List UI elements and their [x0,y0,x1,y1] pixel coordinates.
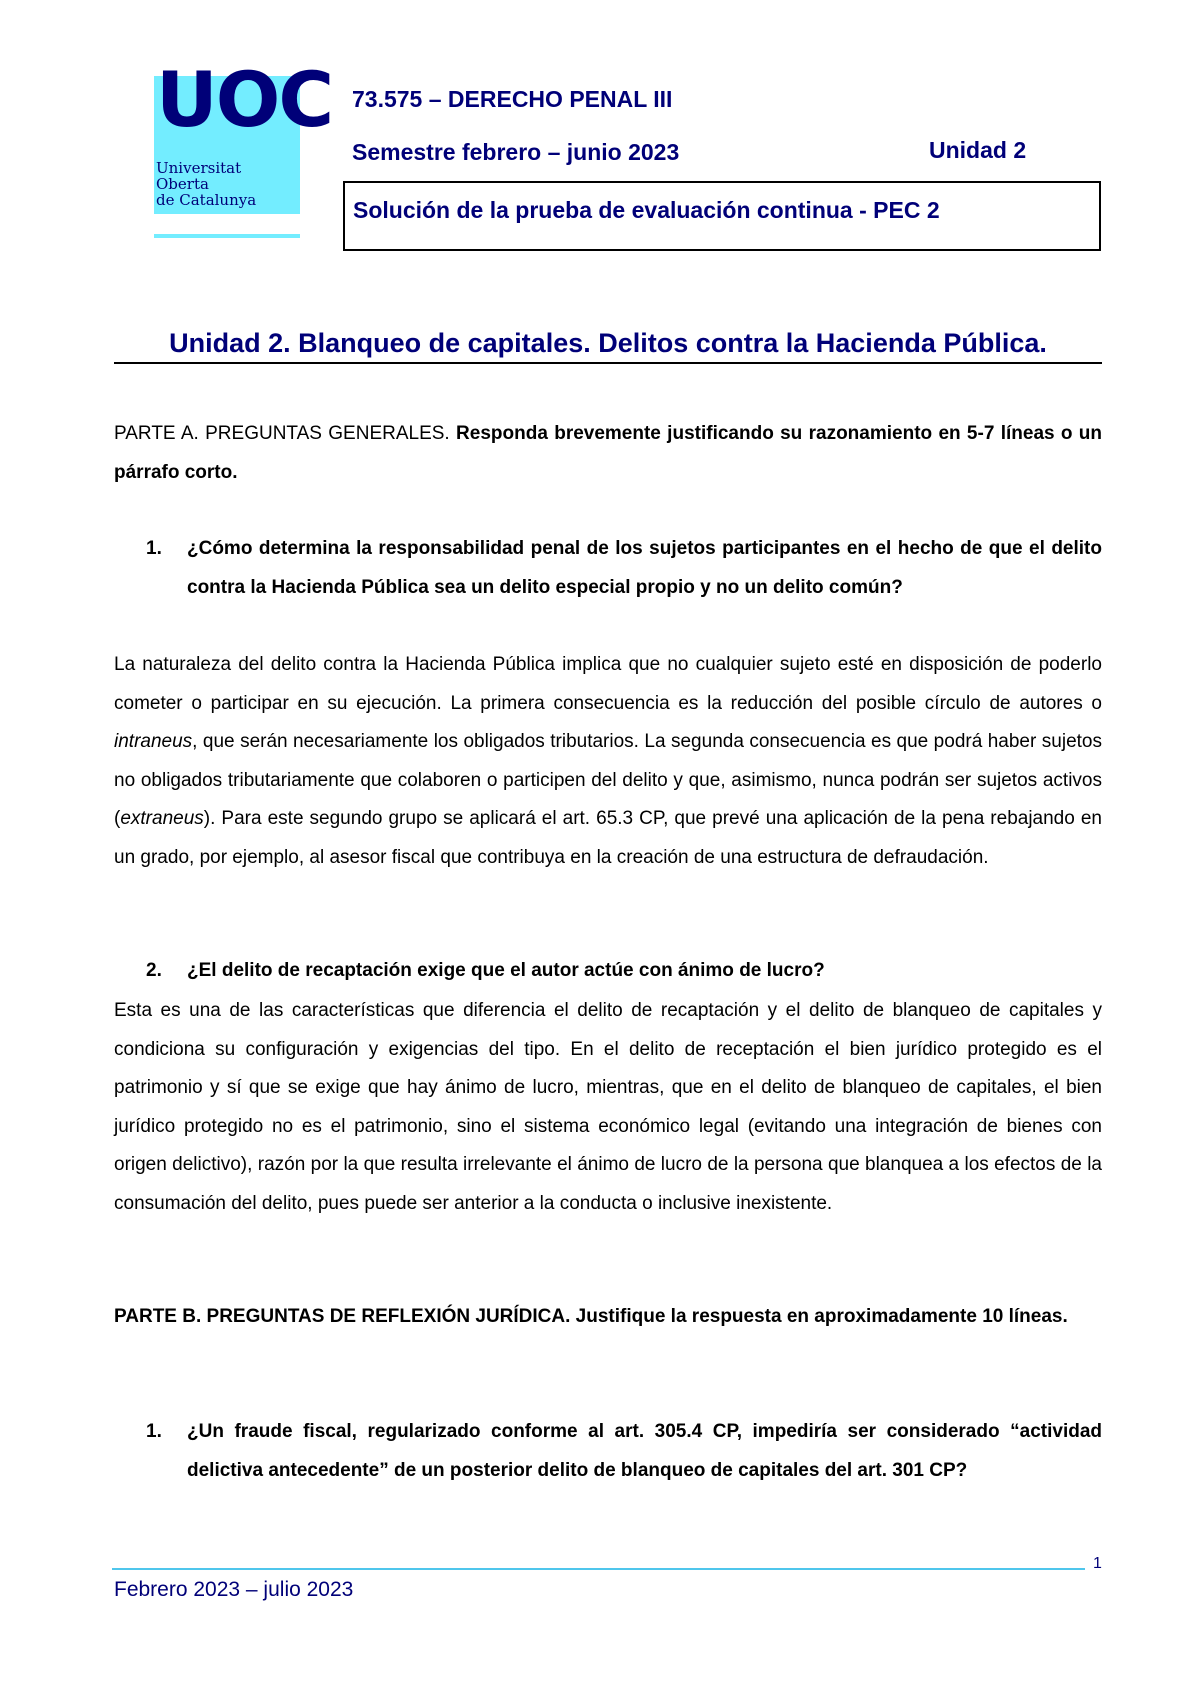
part-a-instruction: Responda brevemente justificando su razonamiento en 5-7 líneas o un párrafo corto. [114,423,1103,483]
question-a1: ¿Cómo determina la responsabilidad penal de los sujetos participantes en el hecho de que el delito contra la Hacienda Pública sea un delito especial propio y no un delito común? [187,538,1102,598]
logo-letters: UOC [156,55,333,144]
footer-dates: Febrero 2023 – julio 2023 [114,1578,354,1601]
logo-line-2: Oberta [156,175,209,193]
answer-a1 [114,646,1102,877]
question-a2: ¿El delito de recaptación exige que el autor actúe con ánimo de lucro? [187,960,825,981]
question-a2-number: 2. [146,960,162,981]
page-number: 1 [1093,1555,1102,1572]
answer-a1-term-intraneus: intraneus [114,731,193,752]
logo-line-3: de Catalunya [156,191,257,209]
answer-a1-text-2: , que serán necesariamente los obligados tributarios. La segunda consecuencia es que podrá haber sujetos no obligados tributariamente que colaboren o participen del delito y que, asimismo, nunca podrán ser sujetos activos ( [114,731,1102,829]
document-title: Solución de la prueba de evaluación continua - PEC 2 [353,197,940,223]
part-b-intro: PARTE B. PREGUNTAS DE REFLEXIÓN JURÍDICA. Justifique la respuesta en aproximadamente 10 líneas. [114,1306,1068,1327]
answer-a2: Esta es una de las características que diferencia el delito de recaptación y el delito de blanqueo de capitales y condiciona su configuración y exigencias del tipo. En el delito de receptación el bien jurídico protegido es el patrimonio y sí que se exige que hay ánimo de lucro, mientras, que en el delito de blanqueo de capitales, el bien jurídico protegido no es el patrimonio, sino el sistema económico legal (evitando una integración de bienes con origen delictivo), razón por la que resulta irrelevante el ánimo de lucro de la persona que blanquea a los efectos de la consumación del delito, pues puede ser anterior a la conducta o inclusive inexistente. [114,1000,1102,1214]
course-code: 73.575 – DERECHO PENAL III [352,86,673,112]
semester-label: Semestre febrero – junio 2023 [352,139,680,165]
footer-rule [112,1568,1085,1570]
question-b1-number: 1. [146,1421,162,1442]
unit-heading: Unidad 2. Blanqueo de capitales. Delitos contra la Hacienda Pública. [169,328,1047,358]
logo-wordmark [154,156,300,214]
answer-a1-text-1: La naturaleza del delito contra la Hacienda Pública implica que no cualquier sujeto esté en disposición de poderlo cometer o participar en su ejecución. La primera consecuencia es la reducción del posible círculo de autores o [114,654,1102,714]
logo-line-1: Universitat [156,159,242,177]
logo-underline [154,234,300,238]
document-title-box [343,181,1101,251]
answer-a1-term-extraneus: extraneus [120,808,204,829]
question-b1: ¿Un fraude fiscal, regularizado conforme al art. 305.4 CP, impediría ser considerado “actividad delictiva antecedente” de un posterior delito de blanqueo de capitales del art. 301 CP? [187,1421,1102,1481]
unit-label: Unidad 2 [929,137,1027,163]
part-a-intro [114,415,1102,492]
question-a1-number: 1. [146,538,162,559]
logo-mark [154,55,333,156]
part-a-label: PARTE A. PREGUNTAS GENERALES. [114,423,450,444]
heading-underline [114,362,1102,364]
answer-a1-text-3: ). Para este segundo grupo se aplicará el art. 65.3 CP, que prevé una aplicación de la pena rebajando en un grado, por ejemplo, al asesor fiscal que contribuya en la creación de una estructura de defraudación. [114,808,1102,868]
uoc-logo [154,55,333,238]
